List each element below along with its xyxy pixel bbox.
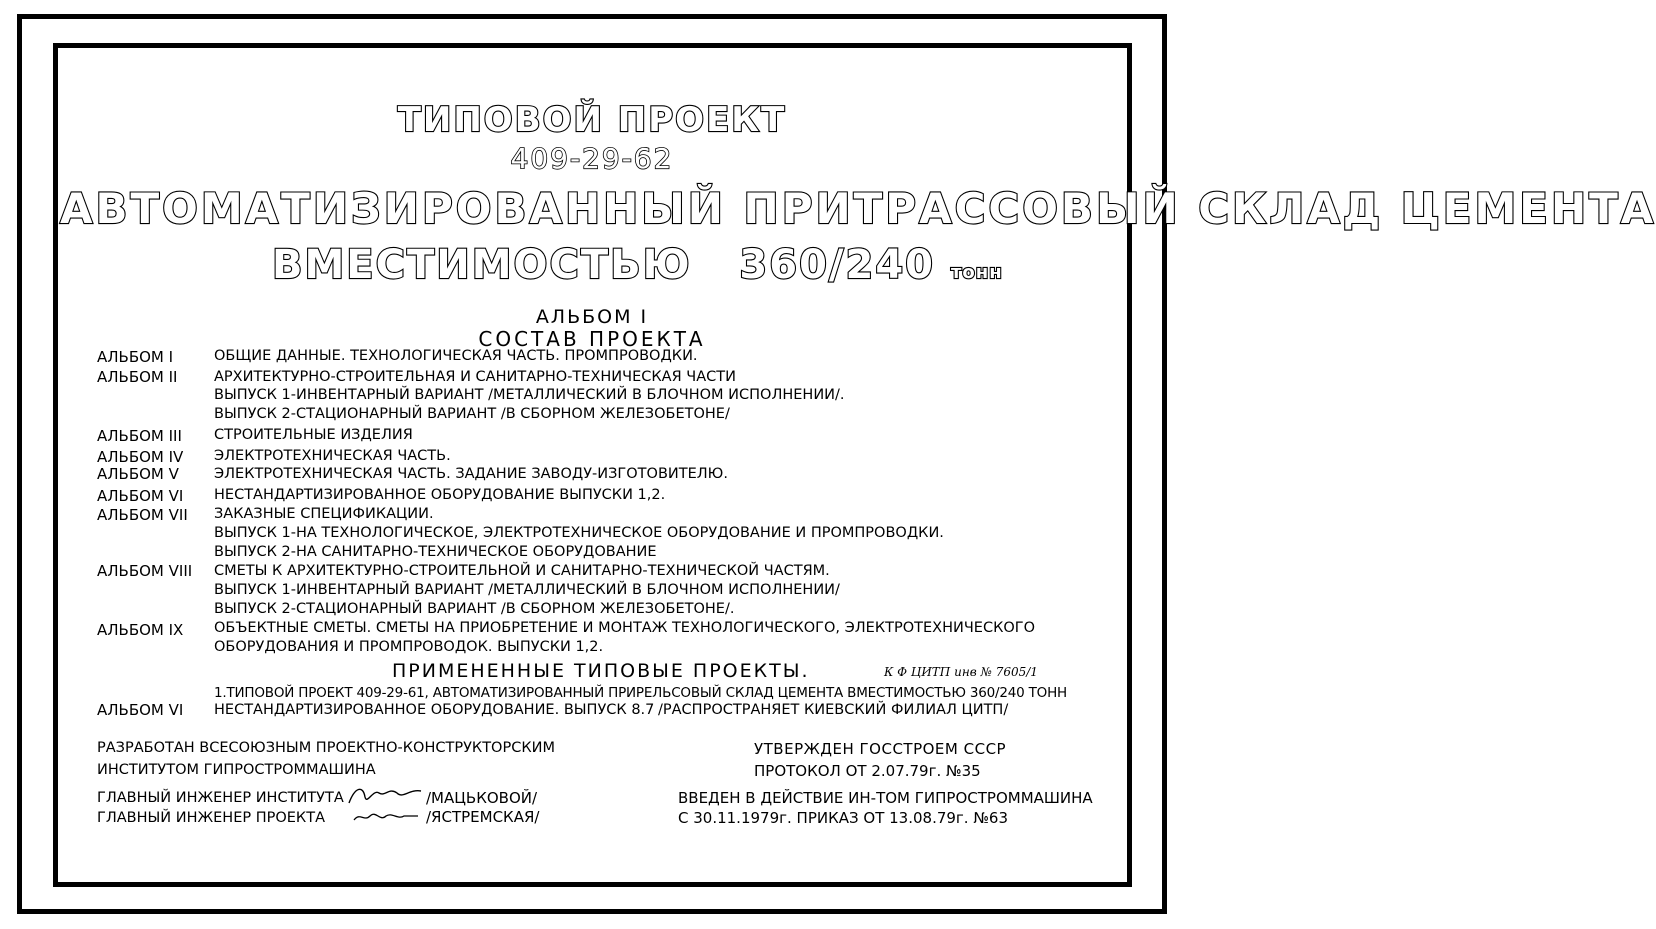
album-label: АЛЬБОМ V xyxy=(97,465,179,483)
album-line: ОБЪЕКТНЫЕ СМЕТЫ. СМЕТЫ НА ПРИОБРЕТЕНИЕ И МОНТАЖ ТЕХНОЛОГИЧЕСКОГО, ЭЛЕКТРОТЕХНИЧЕСКОГО xyxy=(214,620,1036,636)
applied-line-1: 1.ТИПОВОЙ ПРОЕКТ 409-29-61, АВТОМАТИЗИРОВАННЫЙ ПРИРЕЛЬСОВЫЙ СКЛАД ЦЕМЕНТА ВМЕСТИМОСТЬЮ 360/240 ТОНН xyxy=(214,685,1067,701)
chief-engineer-project-label: ГЛАВНЫЙ ИНЖЕНЕР ПРОЕКТА xyxy=(97,810,326,826)
album-line: ВЫПУСК 2-НА САНИТАРНО-ТЕХНИЧЕСКОЕ ОБОРУДОВАНИЕ xyxy=(214,544,657,560)
album-line: НЕСТАНДАРТИЗИРОВАННОЕ ОБОРУДОВАНИЕ ВЫПУСКИ 1,2. xyxy=(214,487,666,503)
approved-line-2: ПРОТОКОЛ ОТ 2.07.79г. №35 xyxy=(754,762,981,780)
approved-line-1: УТВЕРЖДЕН ГОССТРОЕМ СССР xyxy=(754,740,1007,758)
album-label: АЛЬБОМ IV xyxy=(97,448,184,466)
composition-title: СОСТАВ ПРОЕКТА xyxy=(478,327,706,351)
project-number: 409-29-62 xyxy=(510,142,674,175)
developed-by-line-1: РАЗРАБОТАН ВСЕСОЮЗНЫМ ПРОЕКТНО-КОНСТРУКТОРСКИМ xyxy=(97,740,555,756)
developed-by-line-2: ИНСТИТУТОМ ГИПРОСТРОММАШИНА xyxy=(97,762,376,778)
applied-distribution-note: /РАСПРОСТРАНЯЕТ КИЕВСКИЙ ФИЛИАЛ ЦИТП/ xyxy=(658,702,1009,718)
album-label: АЛЬБОМ VIII xyxy=(97,562,193,580)
album-header: АЛЬБОМ I xyxy=(535,306,649,328)
capacity-unit: тонн xyxy=(950,262,1003,283)
applied-title: ПРИМЕНЕННЫЕ ТИПОВЫЕ ПРОЕКТЫ. xyxy=(392,660,810,682)
album-line: АРХИТЕКТУРНО-СТРОИТЕЛЬНАЯ И САНИТАРНО-ТЕХНИЧЕСКАЯ ЧАСТИ xyxy=(214,369,736,385)
doc-title: ТИПОВОЙ ПРОЕКТ xyxy=(397,100,787,140)
project-name: АВТОМАТИЗИРОВАННЫЙ ПРИТРАССОВЫЙ СКЛАД ЦЕМЕНТА xyxy=(60,184,1656,233)
album-line: СТРОИТЕЛЬНЫЕ ИЗДЕЛИЯ xyxy=(214,427,413,443)
album-label: АЛЬБОМ II xyxy=(97,368,178,386)
album-label: АЛЬБОМ IX xyxy=(97,621,184,639)
album-line: ВЫПУСК 1-ИНВЕНТАРНЫЙ ВАРИАНТ /МЕТАЛЛИЧЕСКИЙ В БЛОЧНОМ ИСПОЛНЕНИИ/ xyxy=(214,582,840,598)
album-line: ЭЛЕКТРОТЕХНИЧЕСКАЯ ЧАСТЬ. ЗАДАНИЕ ЗАВОДУ-ИЗГОТОВИТЕЛЮ. xyxy=(214,466,728,482)
enacted-line-1: ВВЕДЕН В ДЕЙСТВИЕ ИН-ТОМ ГИПРОСТРОММАШИНА xyxy=(678,789,1093,807)
capacity-value: 360/240 xyxy=(739,242,936,288)
applied-line-2: НЕСТАНДАРТИЗИРОВАННОЕ ОБОРУДОВАНИЕ. ВЫПУСК 8.7 xyxy=(214,702,655,718)
album-line: ВЫПУСК 2-СТАЦИОНАРНЫЙ ВАРИАНТ /В СБОРНОМ ЖЕЛЕЗОБЕТОНЕ/. xyxy=(214,601,735,617)
chief-engineer-project-name: /ЯСТРЕМСКАЯ/ xyxy=(426,808,540,826)
album-line: ОБОРУДОВАНИЯ И ПРОМПРОВОДОК. ВЫПУСКИ 1,2. xyxy=(214,639,604,655)
album-line: ОБЩИЕ ДАННЫЕ. ТЕХНОЛОГИЧЕСКАЯ ЧАСТЬ. ПРОМПРОВОДКИ. xyxy=(214,348,698,364)
album-label: АЛЬБОМ VI xyxy=(97,487,184,505)
album-label: АЛЬБОМ VII xyxy=(97,506,188,524)
chief-engineer-institute-name: /МАЦЬКОВОЙ/ xyxy=(426,789,538,807)
album-label: АЛЬБОМ I xyxy=(97,348,174,366)
album-line: ВЫПУСК 2-СТАЦИОНАРНЫЙ ВАРИАНТ /В СБОРНОМ ЖЕЛЕЗОБЕТОНЕ/ xyxy=(214,406,730,422)
album-line: ЗАКАЗНЫЕ СПЕЦИФИКАЦИИ. xyxy=(214,506,434,522)
signature-project xyxy=(352,806,422,826)
album-label: АЛЬБОМ III xyxy=(97,427,182,445)
capacity-line xyxy=(272,242,1003,288)
album-line: СМЕТЫ К АРХИТЕКТУРНО-СТРОИТЕЛЬНОЙ И САНИТАРНО-ТЕХНИЧЕСКОЙ ЧАСТЯМ. xyxy=(214,563,830,579)
applied-album-label: АЛЬБОМ VI xyxy=(97,701,184,719)
enacted-line-2: С 30.11.1979г. ПРИКАЗ ОТ 13.08.79г. №63 xyxy=(678,809,1009,827)
album-line: ВЫПУСК 1-ИНВЕНТАРНЫЙ ВАРИАНТ /МЕТАЛЛИЧЕСКИЙ В БЛОЧНОМ ИСПОЛНЕНИИ/. xyxy=(214,387,845,403)
album-line: ВЫПУСК 1-НА ТЕХНОЛОГИЧЕСКОЕ, ЭЛЕКТРОТЕХНИЧЕСКОЕ ОБОРУДОВАНИЕ И ПРОМПРОВОДКИ. xyxy=(214,525,944,541)
chief-engineer-institute-label: ГЛАВНЫЙ ИНЖЕНЕР ИНСТИТУТА xyxy=(97,790,344,806)
capacity-prefix: ВМЕСТИМОСТЬЮ xyxy=(272,242,692,288)
album-line: ЭЛЕКТРОТЕХНИЧЕСКАЯ ЧАСТЬ. xyxy=(214,448,451,464)
inventory-stamp: К Ф ЦИТП инв № 7605/1 xyxy=(884,665,1038,679)
